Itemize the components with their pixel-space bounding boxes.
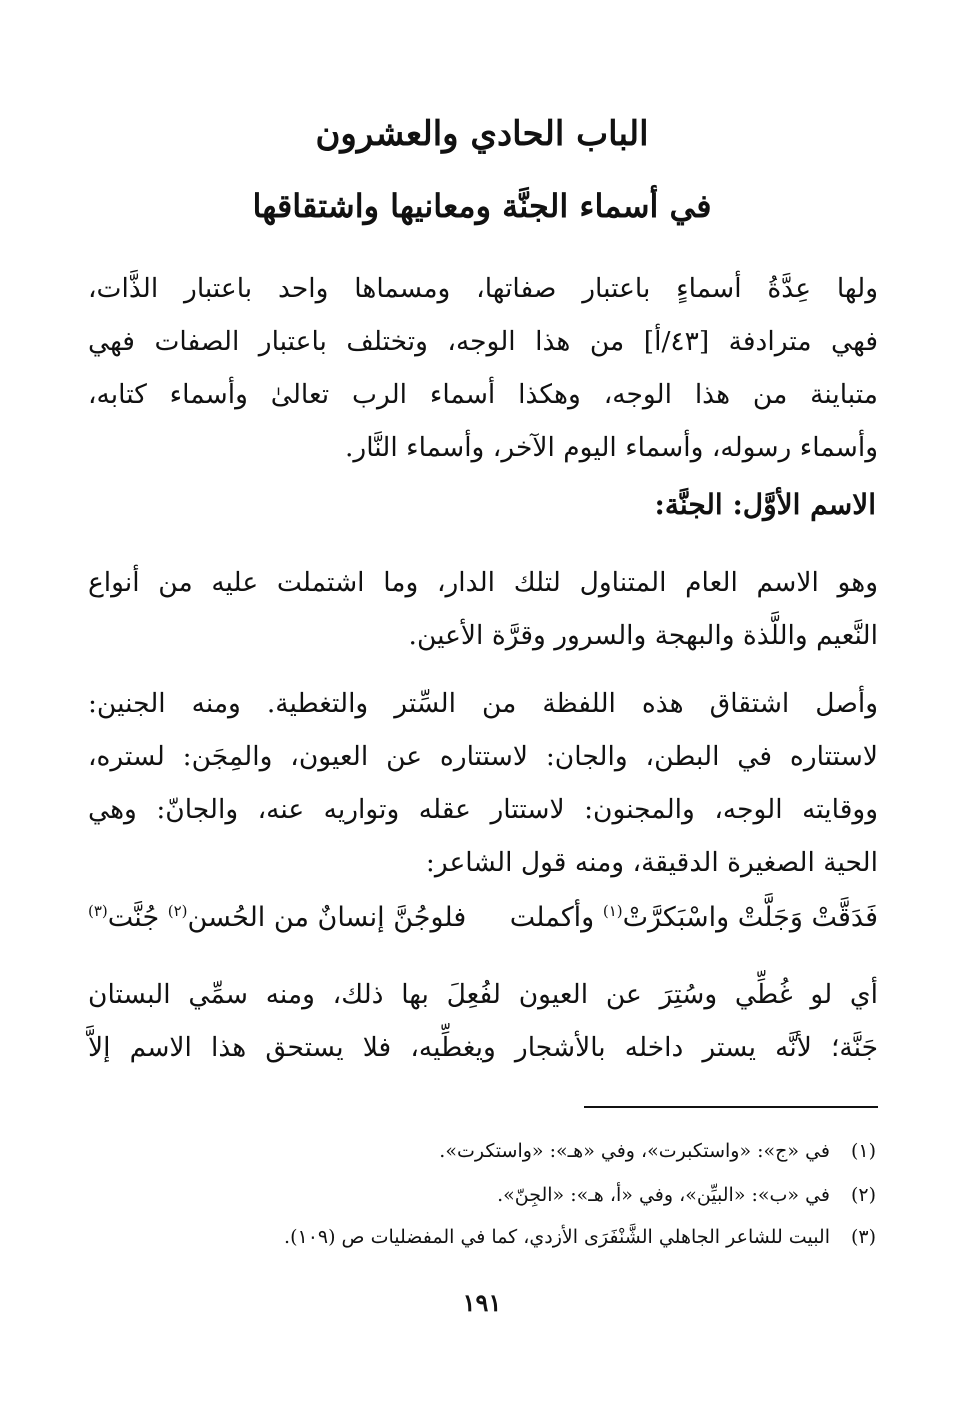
- paragraph-garden: [88, 968, 878, 1074]
- footnote-3: [284, 1222, 876, 1252]
- footnote-ref: (٢): [167, 902, 188, 920]
- footnote-text: في «ج»: «واستكبرت»، وفي «هـ»: «واستكرت».: [439, 1140, 830, 1162]
- chapter-subtitle: في أسماء الجنَّة ومعانيها واشتقاقها: [252, 187, 712, 225]
- intro-line: وأسماء رسوله، وأسماء اليوم الآخر، وأسماء النَّار.: [344, 432, 878, 463]
- verse-text: فلوجُنَّ إنسانٌ من الحُسن: [187, 902, 467, 933]
- poetry-verse: [88, 893, 878, 943]
- paragraph-etymology: [88, 677, 878, 889]
- footnote-number: (٣): [850, 1226, 876, 1248]
- verse-text: فَدَقَّتْ وَجَلَّتْ واسْبَكرَّتْ: [622, 902, 878, 933]
- verse-second-hemistich: [88, 893, 466, 943]
- paragraph-line: الحية الصغيرة الدقيقة، ومنه قول الشاعر:: [425, 847, 878, 878]
- footnote-text: في «ب»: «البيِّن»، وفي «أ، هـ»: «الجِنّ».: [497, 1184, 830, 1206]
- verse-first-hemistich: [510, 893, 878, 943]
- paragraph-line: أي لو غُطِّي وسُتِرَ عن العيون لفُعِلَ بها ذلك، ومنه سمِّي البستان: [88, 979, 878, 1010]
- intro-paragraph: [88, 262, 878, 474]
- footnote-ref: (١): [602, 902, 623, 920]
- footnote-number: (٢): [850, 1184, 876, 1206]
- intro-line: ولها عِدَّةُ أسماءٍ باعتبار صفاتها، ومسماها واحد باعتبار الذَّات،: [88, 273, 878, 304]
- paragraph-jannah-meaning: [88, 556, 878, 662]
- paragraph-line: لاستتاره في البطن، والجان: لاستتاره عن العيون، والمِجَن: لستره،: [88, 741, 878, 772]
- paragraph-line: النَّعيم واللَّذة والبهجة والسرور وقرَّة الأعين.: [408, 620, 878, 651]
- paragraph-line: وأصل اشتقاق هذه اللفظة من السِّتر والتغطية. ومنه الجنين:: [88, 688, 878, 719]
- intro-line: فهي مترادفة [٤٣/أ] من هذا الوجه، وتختلف باعتبار الصفات فهي: [88, 326, 878, 357]
- footnote-number: (١): [850, 1140, 876, 1162]
- footnote-text: البيت للشاعر الجاهلي الشَّنْفَرَى الأزدي، كما في المفضليات ص (١٠٩).: [284, 1226, 830, 1248]
- verse-text: وأكملت: [509, 902, 595, 933]
- paragraph-line: جَنَّة؛ لأنَّه يستر داخله بالأشجار ويغطِّيه، فلا يستحق هذا الاسم إلاَّ: [88, 1032, 878, 1063]
- footnote-1: [439, 1136, 876, 1166]
- chapter-title: الباب الحادي والعشرون: [315, 114, 649, 154]
- paragraph-line: وهو الاسم العام المتناول لتلك الدار، وما اشتملت عليه من أنواع: [88, 567, 878, 598]
- footnote-divider: [584, 1106, 878, 1108]
- footnote-2: [497, 1180, 876, 1210]
- footnote-ref: (٣): [88, 902, 108, 920]
- paragraph-line: ووقايته الوجه، والمجنون: لاستتار عقله وتواريه عنه، والجانّ: وهي: [88, 794, 878, 825]
- intro-line: متباينة من هذا الوجه، وهكذا أسماء الرب تعالىٰ وأسماء كتابه،: [88, 379, 878, 410]
- section-heading: الاسم الأوَّل: الجنَّة:: [654, 488, 876, 521]
- verse-text: جُنَّت: [107, 902, 160, 933]
- page-number: ١٩١: [462, 1288, 502, 1317]
